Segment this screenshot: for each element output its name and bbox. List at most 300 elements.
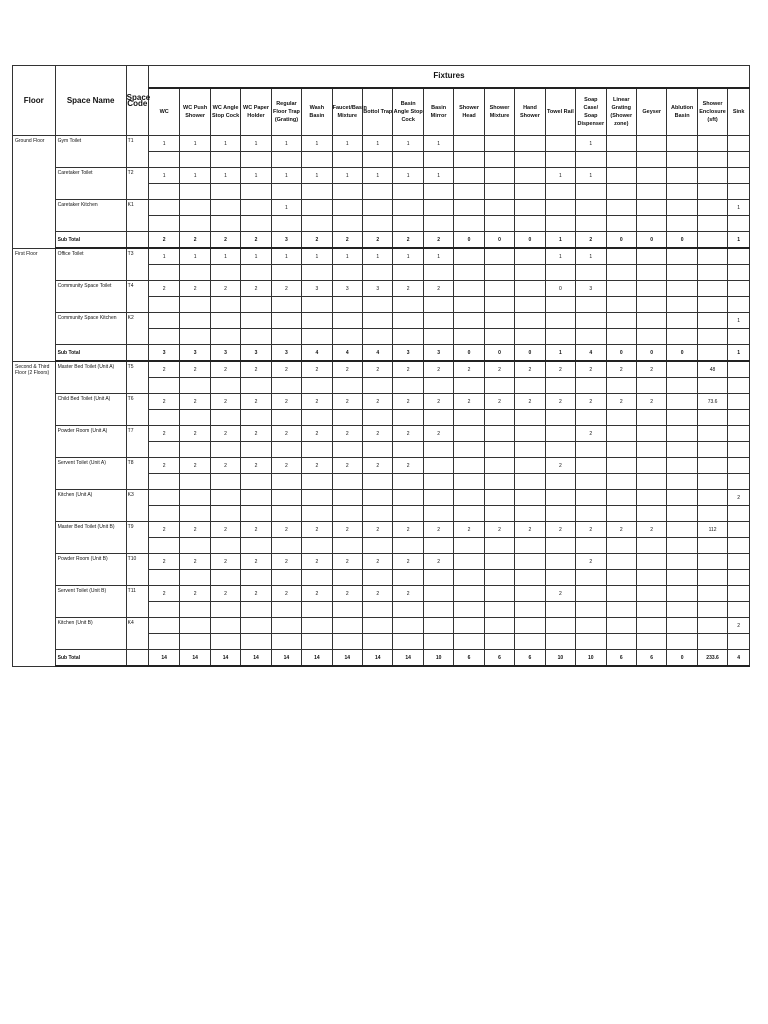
empty-cell (636, 602, 666, 618)
empty-cell (210, 152, 240, 168)
fixture-count-cell (667, 136, 697, 152)
subtotal-row (13, 232, 750, 249)
empty-cell (241, 184, 271, 200)
fixture-count-cell (454, 168, 484, 184)
fixture-count-cell (636, 586, 666, 602)
space-code-cell: T1 (126, 136, 148, 168)
empty-cell (454, 265, 484, 281)
fixture-count-cell: 1 (148, 136, 179, 152)
empty-cell (332, 634, 362, 650)
fixture-count-cell (210, 490, 240, 506)
fixture-count-cell: 2 (271, 586, 301, 602)
fixture-count-cell (667, 361, 697, 378)
fixture-count-cell: 2 (606, 522, 636, 538)
empty-cell (148, 378, 179, 394)
floor-cell: Second & Third Floor (2 Floors) (13, 361, 56, 666)
fixture-count-cell: 2 (302, 586, 332, 602)
empty-cell (271, 442, 301, 458)
empty-cell (332, 410, 362, 426)
empty-cell (210, 538, 240, 554)
empty-cell (393, 265, 423, 281)
empty-cell (180, 634, 210, 650)
fixture-count-cell: 2 (393, 281, 423, 297)
fixture-count-cell: 2 (180, 361, 210, 378)
empty-cell (728, 216, 750, 232)
fixture-count-cell (454, 426, 484, 442)
empty-cell (728, 602, 750, 618)
empty-cell (728, 152, 750, 168)
empty-cell (332, 329, 362, 345)
fixture-count-cell: 1 (728, 313, 750, 329)
table-row (13, 522, 750, 538)
fixture-count-cell (728, 458, 750, 474)
empty-cell (180, 538, 210, 554)
fixture-count-cell: 2 (515, 394, 545, 410)
subtotal-value-cell: 3 (423, 345, 453, 362)
fixture-count-cell (423, 490, 453, 506)
empty-cell (454, 152, 484, 168)
empty-cell (454, 602, 484, 618)
fixture-count-cell (332, 200, 362, 216)
fixture-count-cell: 73.6 (697, 394, 727, 410)
space-name-cell: Kitchen (Unit A) (55, 490, 126, 522)
fixture-count-cell (606, 618, 636, 634)
fixture-count-cell (728, 394, 750, 410)
empty-cell (423, 506, 453, 522)
subtotal-value-cell: 4 (302, 345, 332, 362)
subtotal-value-cell: 4 (332, 345, 362, 362)
empty-cell (210, 184, 240, 200)
empty-cell (454, 378, 484, 394)
subtotal-value-cell: 3 (271, 232, 301, 249)
fixture-count-cell: 2 (210, 554, 240, 570)
empty-cell (484, 474, 514, 490)
empty-cell (545, 329, 575, 345)
subtotal-value-cell: 0 (667, 345, 697, 362)
subtotal-value-cell: 14 (363, 650, 393, 667)
fixture-count-cell: 1 (302, 248, 332, 265)
fixture-count-cell (697, 136, 727, 152)
fixture-count-cell (515, 200, 545, 216)
empty-cell (545, 538, 575, 554)
empty-cell (576, 265, 606, 281)
fixture-count-cell (576, 458, 606, 474)
subtotal-value-cell: 0 (667, 650, 697, 667)
fixture-count-cell (697, 554, 727, 570)
empty-cell (332, 538, 362, 554)
fixture-count-cell (728, 136, 750, 152)
empty-cell (271, 152, 301, 168)
fixture-count-cell: 2 (180, 426, 210, 442)
fixture-count-cell: 1 (180, 168, 210, 184)
empty-cell (180, 602, 210, 618)
empty-cell (210, 442, 240, 458)
fixture-count-cell: 1 (241, 136, 271, 152)
fixture-count-cell (393, 618, 423, 634)
fixture-count-cell (515, 458, 545, 474)
subtotal-value-cell: 1 (728, 345, 750, 362)
table-row (13, 281, 750, 297)
fixture-column-header: WC (148, 88, 179, 136)
empty-cell (697, 265, 727, 281)
fixture-count-cell: 2 (180, 554, 210, 570)
empty-cell (667, 265, 697, 281)
fixture-count-cell (636, 168, 666, 184)
empty-cell (484, 216, 514, 232)
subtotal-value-cell: 14 (180, 650, 210, 667)
fixture-count-cell (515, 248, 545, 265)
empty-cell (148, 216, 179, 232)
floor-cell: Ground Floor (13, 136, 56, 249)
fixture-count-cell: 2 (606, 361, 636, 378)
fixture-count-cell (606, 554, 636, 570)
fixture-count-cell: 1 (728, 200, 750, 216)
fixture-count-cell (667, 554, 697, 570)
empty-cell (363, 602, 393, 618)
empty-cell (697, 184, 727, 200)
empty-cell (515, 297, 545, 313)
fixture-count-cell: 1 (363, 168, 393, 184)
empty-cell (545, 184, 575, 200)
fixture-count-cell (484, 248, 514, 265)
table-row (13, 136, 750, 152)
empty-cell (515, 152, 545, 168)
empty-cell (393, 152, 423, 168)
empty-cell (332, 265, 362, 281)
fixture-count-cell: 1 (271, 136, 301, 152)
empty-cell (423, 329, 453, 345)
empty-cell (241, 378, 271, 394)
empty-cell (515, 602, 545, 618)
fixture-count-cell (515, 586, 545, 602)
fixture-count-cell (515, 490, 545, 506)
table-row (13, 313, 750, 329)
space-name-header: Space Name (55, 66, 126, 136)
fixture-count-cell: 3 (302, 281, 332, 297)
fixture-count-cell (697, 490, 727, 506)
empty-cell (393, 602, 423, 618)
empty-cell (697, 378, 727, 394)
fixture-count-cell (636, 618, 666, 634)
fixture-count-cell: 1 (332, 248, 362, 265)
empty-cell (728, 329, 750, 345)
fixture-column-header: Geyser (636, 88, 666, 136)
fixture-count-cell (576, 490, 606, 506)
fixture-count-cell (697, 281, 727, 297)
empty-cell (180, 570, 210, 586)
empty-cell (363, 184, 393, 200)
subtotal-value-cell: 10 (545, 650, 575, 667)
fixture-count-cell (697, 168, 727, 184)
empty-cell (393, 216, 423, 232)
empty-cell (454, 538, 484, 554)
table-row (13, 248, 750, 265)
table-row (13, 458, 750, 474)
fixture-count-cell: 2 (515, 361, 545, 378)
empty-cell (728, 297, 750, 313)
fixture-count-cell (667, 281, 697, 297)
subtotal-value-cell: 4 (576, 345, 606, 362)
fixture-count-cell: 2 (148, 394, 179, 410)
fixture-count-cell (148, 490, 179, 506)
empty-cell (180, 329, 210, 345)
subtotal-value-cell: 3 (210, 345, 240, 362)
empty-cell (148, 570, 179, 586)
empty-cell (636, 184, 666, 200)
fixture-count-cell: 2 (515, 522, 545, 538)
fixture-count-cell (332, 490, 362, 506)
empty-cell (271, 602, 301, 618)
empty-cell (271, 570, 301, 586)
subtotal-value-cell: 3 (241, 345, 271, 362)
empty-cell (241, 410, 271, 426)
empty-cell (363, 506, 393, 522)
empty-cell (241, 216, 271, 232)
empty-cell (126, 345, 148, 362)
empty-cell (636, 378, 666, 394)
empty-cell (302, 378, 332, 394)
empty-cell (636, 265, 666, 281)
fixture-count-cell: 2 (180, 281, 210, 297)
fixture-count-cell: 2 (423, 394, 453, 410)
fixture-count-cell (515, 136, 545, 152)
empty-cell (271, 378, 301, 394)
empty-cell (576, 378, 606, 394)
fixture-count-cell (667, 248, 697, 265)
fixture-count-cell (636, 554, 666, 570)
fixture-count-cell (636, 248, 666, 265)
fixture-count-cell (454, 458, 484, 474)
fixture-count-cell: 2 (545, 458, 575, 474)
fixture-count-cell: 2 (241, 522, 271, 538)
empty-cell (576, 329, 606, 345)
fixture-count-cell (606, 490, 636, 506)
empty-cell (636, 474, 666, 490)
space-name-cell: Community Space Toilet (55, 281, 126, 313)
space-code-cell: T11 (126, 586, 148, 618)
fixture-count-cell (148, 200, 179, 216)
subtotal-value-cell: 14 (332, 650, 362, 667)
empty-cell (126, 232, 148, 249)
fixture-count-cell (484, 618, 514, 634)
empty-cell (515, 538, 545, 554)
empty-cell (636, 329, 666, 345)
empty-cell (454, 216, 484, 232)
fixture-count-cell: 48 (697, 361, 727, 378)
fixture-count-cell: 2 (363, 586, 393, 602)
fixture-count-cell: 112 (697, 522, 727, 538)
empty-cell (241, 602, 271, 618)
empty-cell (423, 538, 453, 554)
fixture-count-cell: 2 (210, 281, 240, 297)
empty-cell (728, 570, 750, 586)
fixture-count-cell: 2 (271, 281, 301, 297)
fixture-column-header: Sink (728, 88, 750, 136)
empty-cell (332, 184, 362, 200)
fixture-count-cell (454, 313, 484, 329)
fixture-column-header: Towel Rail (545, 88, 575, 136)
subtotal-value-cell: 0 (606, 232, 636, 249)
fixture-count-cell: 2 (302, 394, 332, 410)
empty-cell (606, 570, 636, 586)
fixture-count-cell (606, 313, 636, 329)
fixture-count-cell (576, 200, 606, 216)
empty-cell (180, 506, 210, 522)
empty-cell (697, 329, 727, 345)
empty-cell (454, 474, 484, 490)
fixture-count-cell: 2 (393, 586, 423, 602)
fixture-count-cell: 2 (148, 361, 179, 378)
empty-cell (180, 216, 210, 232)
empty-cell (148, 506, 179, 522)
empty-cell (180, 152, 210, 168)
fixture-count-cell: 2 (302, 361, 332, 378)
empty-cell (667, 538, 697, 554)
subtotal-value-cell: 6 (515, 650, 545, 667)
table-row (13, 490, 750, 506)
fixture-count-cell (210, 200, 240, 216)
subtotal-value-cell: 14 (393, 650, 423, 667)
fixture-count-cell: 2 (423, 522, 453, 538)
empty-cell (697, 474, 727, 490)
fixture-count-cell: 1 (241, 168, 271, 184)
fixture-count-cell (180, 490, 210, 506)
space-code-cell: T9 (126, 522, 148, 554)
subtotal-value-cell: 1 (728, 232, 750, 249)
empty-cell (636, 538, 666, 554)
fixture-count-cell: 2 (636, 361, 666, 378)
empty-cell (454, 442, 484, 458)
empty-cell (302, 634, 332, 650)
fixture-count-cell: 1 (545, 168, 575, 184)
subtotal-value-cell: 2 (332, 232, 362, 249)
fixture-count-cell (393, 313, 423, 329)
fixture-count-cell (180, 313, 210, 329)
empty-cell (515, 265, 545, 281)
empty-cell (576, 442, 606, 458)
empty-cell (667, 378, 697, 394)
subtotal-value-cell: 2 (180, 232, 210, 249)
subtotal-value-cell: 0 (606, 345, 636, 362)
fixture-count-cell: 2 (210, 522, 240, 538)
fixture-count-cell: 2 (302, 458, 332, 474)
fixture-count-cell: 1 (393, 136, 423, 152)
subtotal-value-cell: 4 (363, 345, 393, 362)
empty-cell (576, 410, 606, 426)
empty-cell (302, 184, 332, 200)
space-name-cell: Powder Room (Unit A) (55, 426, 126, 458)
empty-cell (576, 634, 606, 650)
fixture-count-cell: 2 (241, 458, 271, 474)
fixture-count-cell: 1 (545, 248, 575, 265)
fixture-column-header: Wash Basin (302, 88, 332, 136)
empty-cell (302, 442, 332, 458)
empty-cell (363, 297, 393, 313)
empty-cell (484, 570, 514, 586)
fixture-count-cell (454, 586, 484, 602)
empty-cell (423, 474, 453, 490)
fixture-count-cell (363, 313, 393, 329)
table-header (13, 66, 750, 136)
fixture-count-cell (545, 618, 575, 634)
fixture-count-cell: 3 (576, 281, 606, 297)
table-row (13, 168, 750, 184)
fixture-column-header: Soap Case/ Soap Dispenser (576, 88, 606, 136)
empty-cell (576, 216, 606, 232)
empty-cell (271, 297, 301, 313)
fixture-count-cell: 2 (241, 426, 271, 442)
fixture-count-cell (393, 200, 423, 216)
empty-cell (606, 216, 636, 232)
fixture-count-cell: 1 (576, 248, 606, 265)
subtotal-label: Sub Total (55, 345, 126, 362)
empty-cell (636, 410, 666, 426)
fixture-count-cell: 2 (180, 458, 210, 474)
empty-cell (148, 297, 179, 313)
fixture-count-cell: 2 (363, 554, 393, 570)
empty-cell (148, 442, 179, 458)
fixture-count-cell (363, 618, 393, 634)
fixture-count-cell (667, 522, 697, 538)
fixture-count-cell: 2 (271, 554, 301, 570)
space-code-cell: T10 (126, 554, 148, 586)
fixture-count-cell: 1 (363, 136, 393, 152)
empty-cell (210, 634, 240, 650)
fixture-column-header: Ablution Basin (667, 88, 697, 136)
empty-cell (180, 474, 210, 490)
subtotal-value-cell: 14 (210, 650, 240, 667)
table-row (13, 618, 750, 634)
fixture-column-header: WC Paper Holder (241, 88, 271, 136)
fixture-count-cell: 2 (545, 394, 575, 410)
empty-cell (697, 634, 727, 650)
empty-cell (423, 442, 453, 458)
table-body (13, 136, 750, 667)
empty-cell (454, 297, 484, 313)
fixture-count-cell (148, 618, 179, 634)
empty-cell (423, 216, 453, 232)
empty-cell (210, 602, 240, 618)
fixture-count-cell (606, 136, 636, 152)
space-code-cell: T5 (126, 361, 148, 394)
empty-cell (454, 184, 484, 200)
empty-cell (515, 634, 545, 650)
subtotal-value-cell: 2 (148, 232, 179, 249)
empty-cell (606, 265, 636, 281)
fixture-count-cell (697, 458, 727, 474)
subtotal-value-cell: 14 (148, 650, 179, 667)
empty-cell (148, 634, 179, 650)
fixture-count-cell: 1 (210, 168, 240, 184)
empty-cell (423, 602, 453, 618)
empty-cell (667, 506, 697, 522)
fixture-count-cell: 2 (332, 458, 362, 474)
empty-cell (393, 297, 423, 313)
fixture-count-cell: 2 (576, 394, 606, 410)
empty-cell (241, 506, 271, 522)
empty-cell (667, 297, 697, 313)
empty-cell (636, 570, 666, 586)
empty-cell (393, 184, 423, 200)
fixture-count-cell: 2 (484, 394, 514, 410)
fixture-count-cell (545, 200, 575, 216)
empty-cell (423, 570, 453, 586)
fixture-count-cell (302, 313, 332, 329)
subtotal-value-cell: 14 (241, 650, 271, 667)
fixture-count-cell: 2 (332, 426, 362, 442)
empty-cell (728, 634, 750, 650)
space-code-cell: K3 (126, 490, 148, 522)
